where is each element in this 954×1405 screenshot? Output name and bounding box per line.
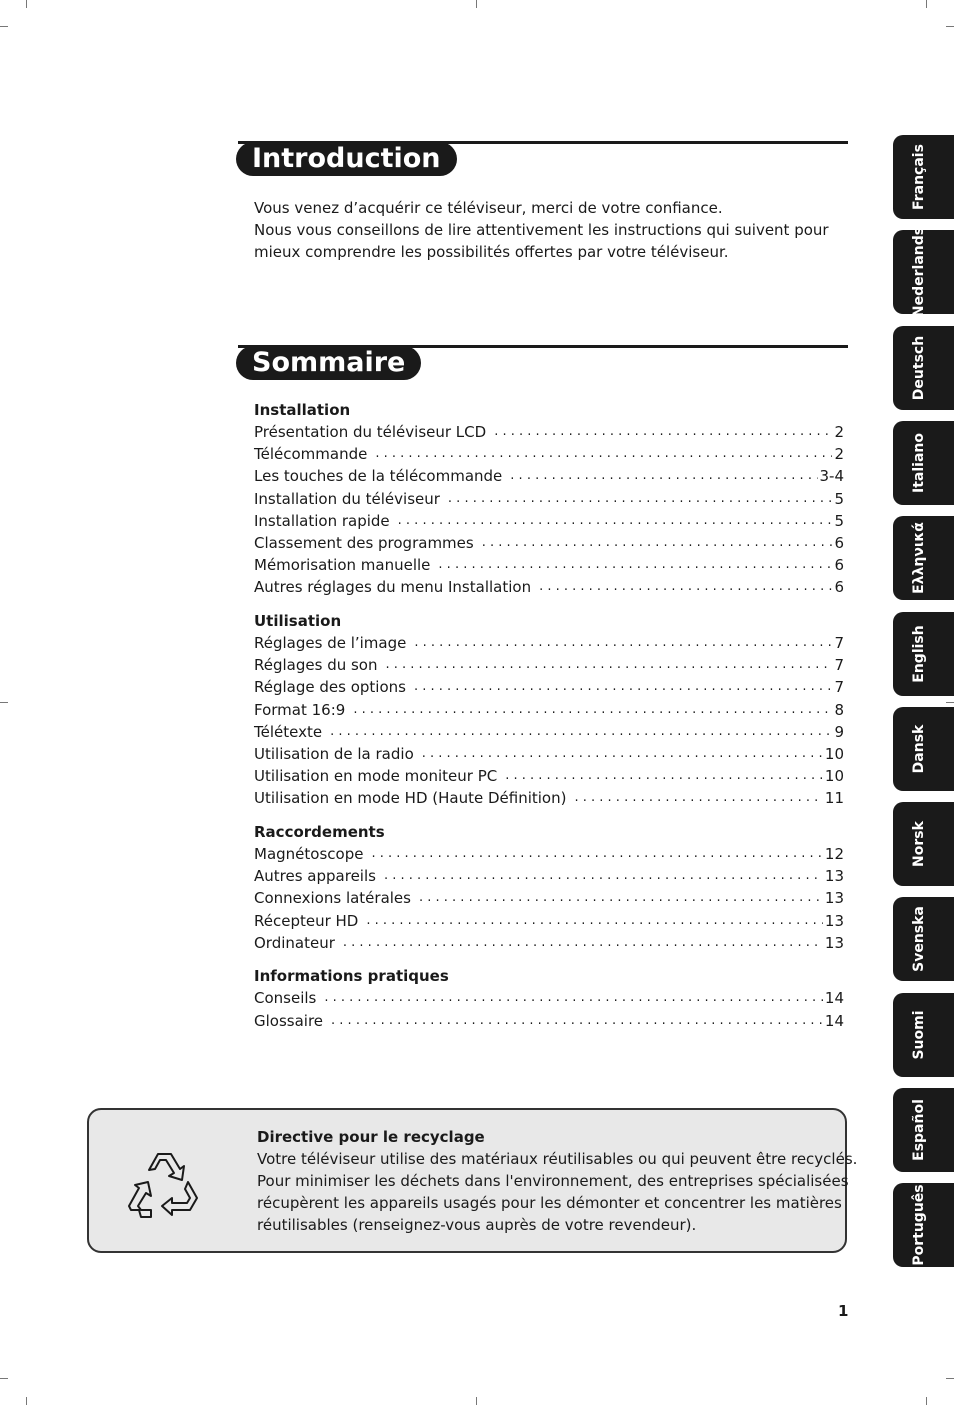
toc-entry-page: 5 [834,511,844,530]
toc-entry-page: 13 [824,867,844,886]
toc-entry [254,1010,844,1032]
toc-leader-dots [386,654,833,676]
toc-entry [254,443,844,465]
toc-entry-label: Utilisation de la radio [254,744,414,763]
language-tab[interactable] [893,707,954,791]
toc-group [254,965,844,1031]
recycling-line: Pour minimiser les déchets dans l'environnement, des entreprises spécialisées [257,1172,849,1190]
intro-title: Introduction [236,142,457,176]
toc-heading: Installation [254,401,351,419]
toc-entry [254,743,844,765]
page-number: 1 [838,1302,849,1320]
crop-mark [0,702,8,703]
toc-heading: Utilisation [254,612,342,630]
toc-entry-label: Récepteur HD [254,911,359,930]
language-tab[interactable] [893,135,954,219]
toc-leader-dots [343,932,823,954]
intro-line: Vous venez d’acquérir ce téléviseur, merci de votre confiance. [254,199,723,217]
crop-mark [946,26,954,27]
toc-entry-label: Format 16:9 [254,700,346,719]
language-tab-label: Español [911,1099,927,1161]
toc-entry-page: 11 [824,789,844,808]
toc-entry [254,765,844,787]
toc-entry [254,510,844,532]
toc-entry [254,676,844,698]
toc-leader-dots [398,510,833,532]
toc-leader-dots [505,765,823,787]
toc-entry-label: Mémorisation manuelle [254,556,431,575]
toc-entry [254,488,844,510]
toc-entry [254,576,844,598]
toc-entry-page: 7 [834,656,844,675]
recycling-title: Directive pour le recyclage [257,1128,485,1146]
language-tab[interactable] [893,802,954,886]
recycle-icon [127,1148,201,1220]
toc-entry-label: Ordinateur [254,933,335,952]
recycling-text [257,1126,858,1236]
toc-entry-page: 6 [834,556,844,575]
toc-entry-label: Conseils [254,989,317,1008]
toc-entry-label: Classement des programmes [254,533,474,552]
toc-entry [254,787,844,809]
table-of-contents [254,399,844,1043]
toc-entry-page: 10 [824,744,844,763]
toc-entry [254,887,844,909]
language-tab-label: Dansk [911,724,927,774]
toc-leader-dots [414,632,832,654]
toc-entry [254,554,844,576]
language-tab[interactable] [893,993,954,1077]
toc-leader-dots [414,676,832,698]
crop-mark [946,1378,954,1379]
toc-leader-dots [539,576,832,598]
toc-leader-dots [448,488,833,510]
toc-entry-page: 13 [824,889,844,908]
crop-mark [476,1397,477,1405]
toc-entry-label: Présentation du téléviseur LCD [254,423,487,441]
toc-group [254,610,844,810]
toc-entry-label: Installation rapide [254,511,390,530]
toc-leader-dots [330,721,832,743]
toc-leader-dots [371,843,822,865]
toc-leader-dots [422,743,823,765]
toc-entry [254,865,844,887]
toc-entry-page: 9 [834,722,844,741]
crop-mark [26,1397,27,1405]
toc-group [254,399,844,599]
language-tab-label: Ελληνικά [911,522,927,595]
toc-entry-page: 6 [834,578,844,597]
toc-entry-label: Autres réglages du menu Installation [254,578,532,597]
toc-entry [254,532,844,554]
intro-line: Nous vous conseillons de lire attentivement les instructions qui suivent pour [254,221,829,239]
crop-mark [476,0,477,8]
toc-heading: Raccordements [254,823,385,841]
toc-entry-label: Réglage des options [254,678,406,697]
recycling-line: réutilisables (renseignez-vous auprès de votre revendeur). [257,1216,697,1234]
toc-entry-label: Réglages de l’image [254,634,407,652]
toc-entry [254,910,844,932]
crop-mark [26,0,27,8]
crop-mark [926,1397,927,1405]
crop-mark [0,26,8,27]
language-tab[interactable] [893,1088,954,1172]
toc-entry-page: 14 [824,1011,844,1030]
toc-entry-label: Utilisation en mode HD (Haute Définition) [254,789,567,808]
toc-entry [254,654,844,676]
language-tab-label: Suomi [911,1010,927,1060]
crop-mark [926,0,927,8]
toc-entry-page: 2 [834,423,844,441]
toc-leader-dots [574,787,822,809]
recycling-notice [87,1108,858,1253]
toc-entry-label: Télécommande [254,445,368,464]
toc-entry-page: 13 [824,933,844,952]
language-tab[interactable] [893,516,954,600]
intro-line: mieux comprendre les possibilités offertes par votre téléviseur. [254,243,729,261]
language-tab[interactable] [893,227,954,318]
intro-text [254,197,844,263]
language-tab[interactable] [893,897,954,981]
toc-entry-page: 5 [834,489,844,508]
toc-entry-page: 8 [834,700,844,719]
language-tab-label: English [911,624,927,683]
language-tab[interactable] [893,612,954,696]
toc-entry-page: 13 [824,911,844,930]
toc-leader-dots [366,910,823,932]
toc-heading: Informations pratiques [254,967,449,986]
toc-leader-dots [482,532,833,554]
toc-leader-dots [324,987,823,1009]
language-tab-label: Deutsch [911,335,927,400]
crop-mark [946,702,954,703]
toc-entry-page: 7 [834,634,844,652]
toc-entry-label: Utilisation en mode moniteur PC [254,767,498,786]
language-tab-label: Português [911,1184,927,1266]
toc-entry-label: Autres appareils [254,867,376,886]
language-tab-label: Nederlands [911,227,927,318]
recycling-line: récupèrent les appareils usagés pour les démonter et concentrer les matières [257,1194,842,1212]
toc-entry [254,843,844,865]
toc-entry-label: Installation du téléviseur [254,489,440,508]
toc-entry-label: Réglages du son [254,656,378,675]
language-tab[interactable] [893,326,954,410]
sommaire-title: Sommaire [236,346,421,380]
toc-leader-dots [331,1010,823,1032]
toc-leader-dots [419,887,823,909]
toc-entry-label: Magnétoscope [254,845,364,863]
toc-entry-label: Les touches de la télécommande [254,467,503,486]
toc-leader-dots [510,465,817,487]
toc-entry [254,721,844,743]
toc-entry-page: 10 [824,767,844,786]
crop-mark [0,1378,8,1379]
language-tab-label: Italiano [911,432,927,493]
toc-entry [254,465,844,487]
toc-entry-label: Connexions latérales [254,889,411,908]
toc-leader-dots [494,421,832,443]
toc-entry-page: 14 [824,989,844,1008]
toc-entry-label: Glossaire [254,1011,324,1030]
toc-entry [254,421,844,443]
toc-leader-dots [438,554,832,576]
language-tab-label: Svenska [911,906,927,973]
toc-entry-label: Télétexte [254,722,323,741]
language-tab[interactable] [893,1183,954,1267]
toc-entry-page: 7 [834,678,844,697]
toc-entry-page: 6 [834,533,844,552]
language-tab-label: Norsk [911,821,927,868]
language-tab-label: Français [911,144,927,210]
toc-entry-page: 12 [824,845,844,863]
language-tab[interactable] [893,421,954,505]
toc-entry [254,632,844,654]
toc-leader-dots [353,699,832,721]
toc-group [254,821,844,954]
recycling-line: Votre téléviseur utilise des matériaux réutilisables ou qui peuvent être recyclés. [257,1150,858,1168]
toc-entry-page: 2 [834,445,844,464]
toc-entry [254,699,844,721]
toc-entry [254,932,844,954]
toc-leader-dots [375,443,832,465]
toc-entry-page: 3-4 [819,467,844,486]
toc-leader-dots [384,865,823,887]
toc-entry [254,987,844,1009]
